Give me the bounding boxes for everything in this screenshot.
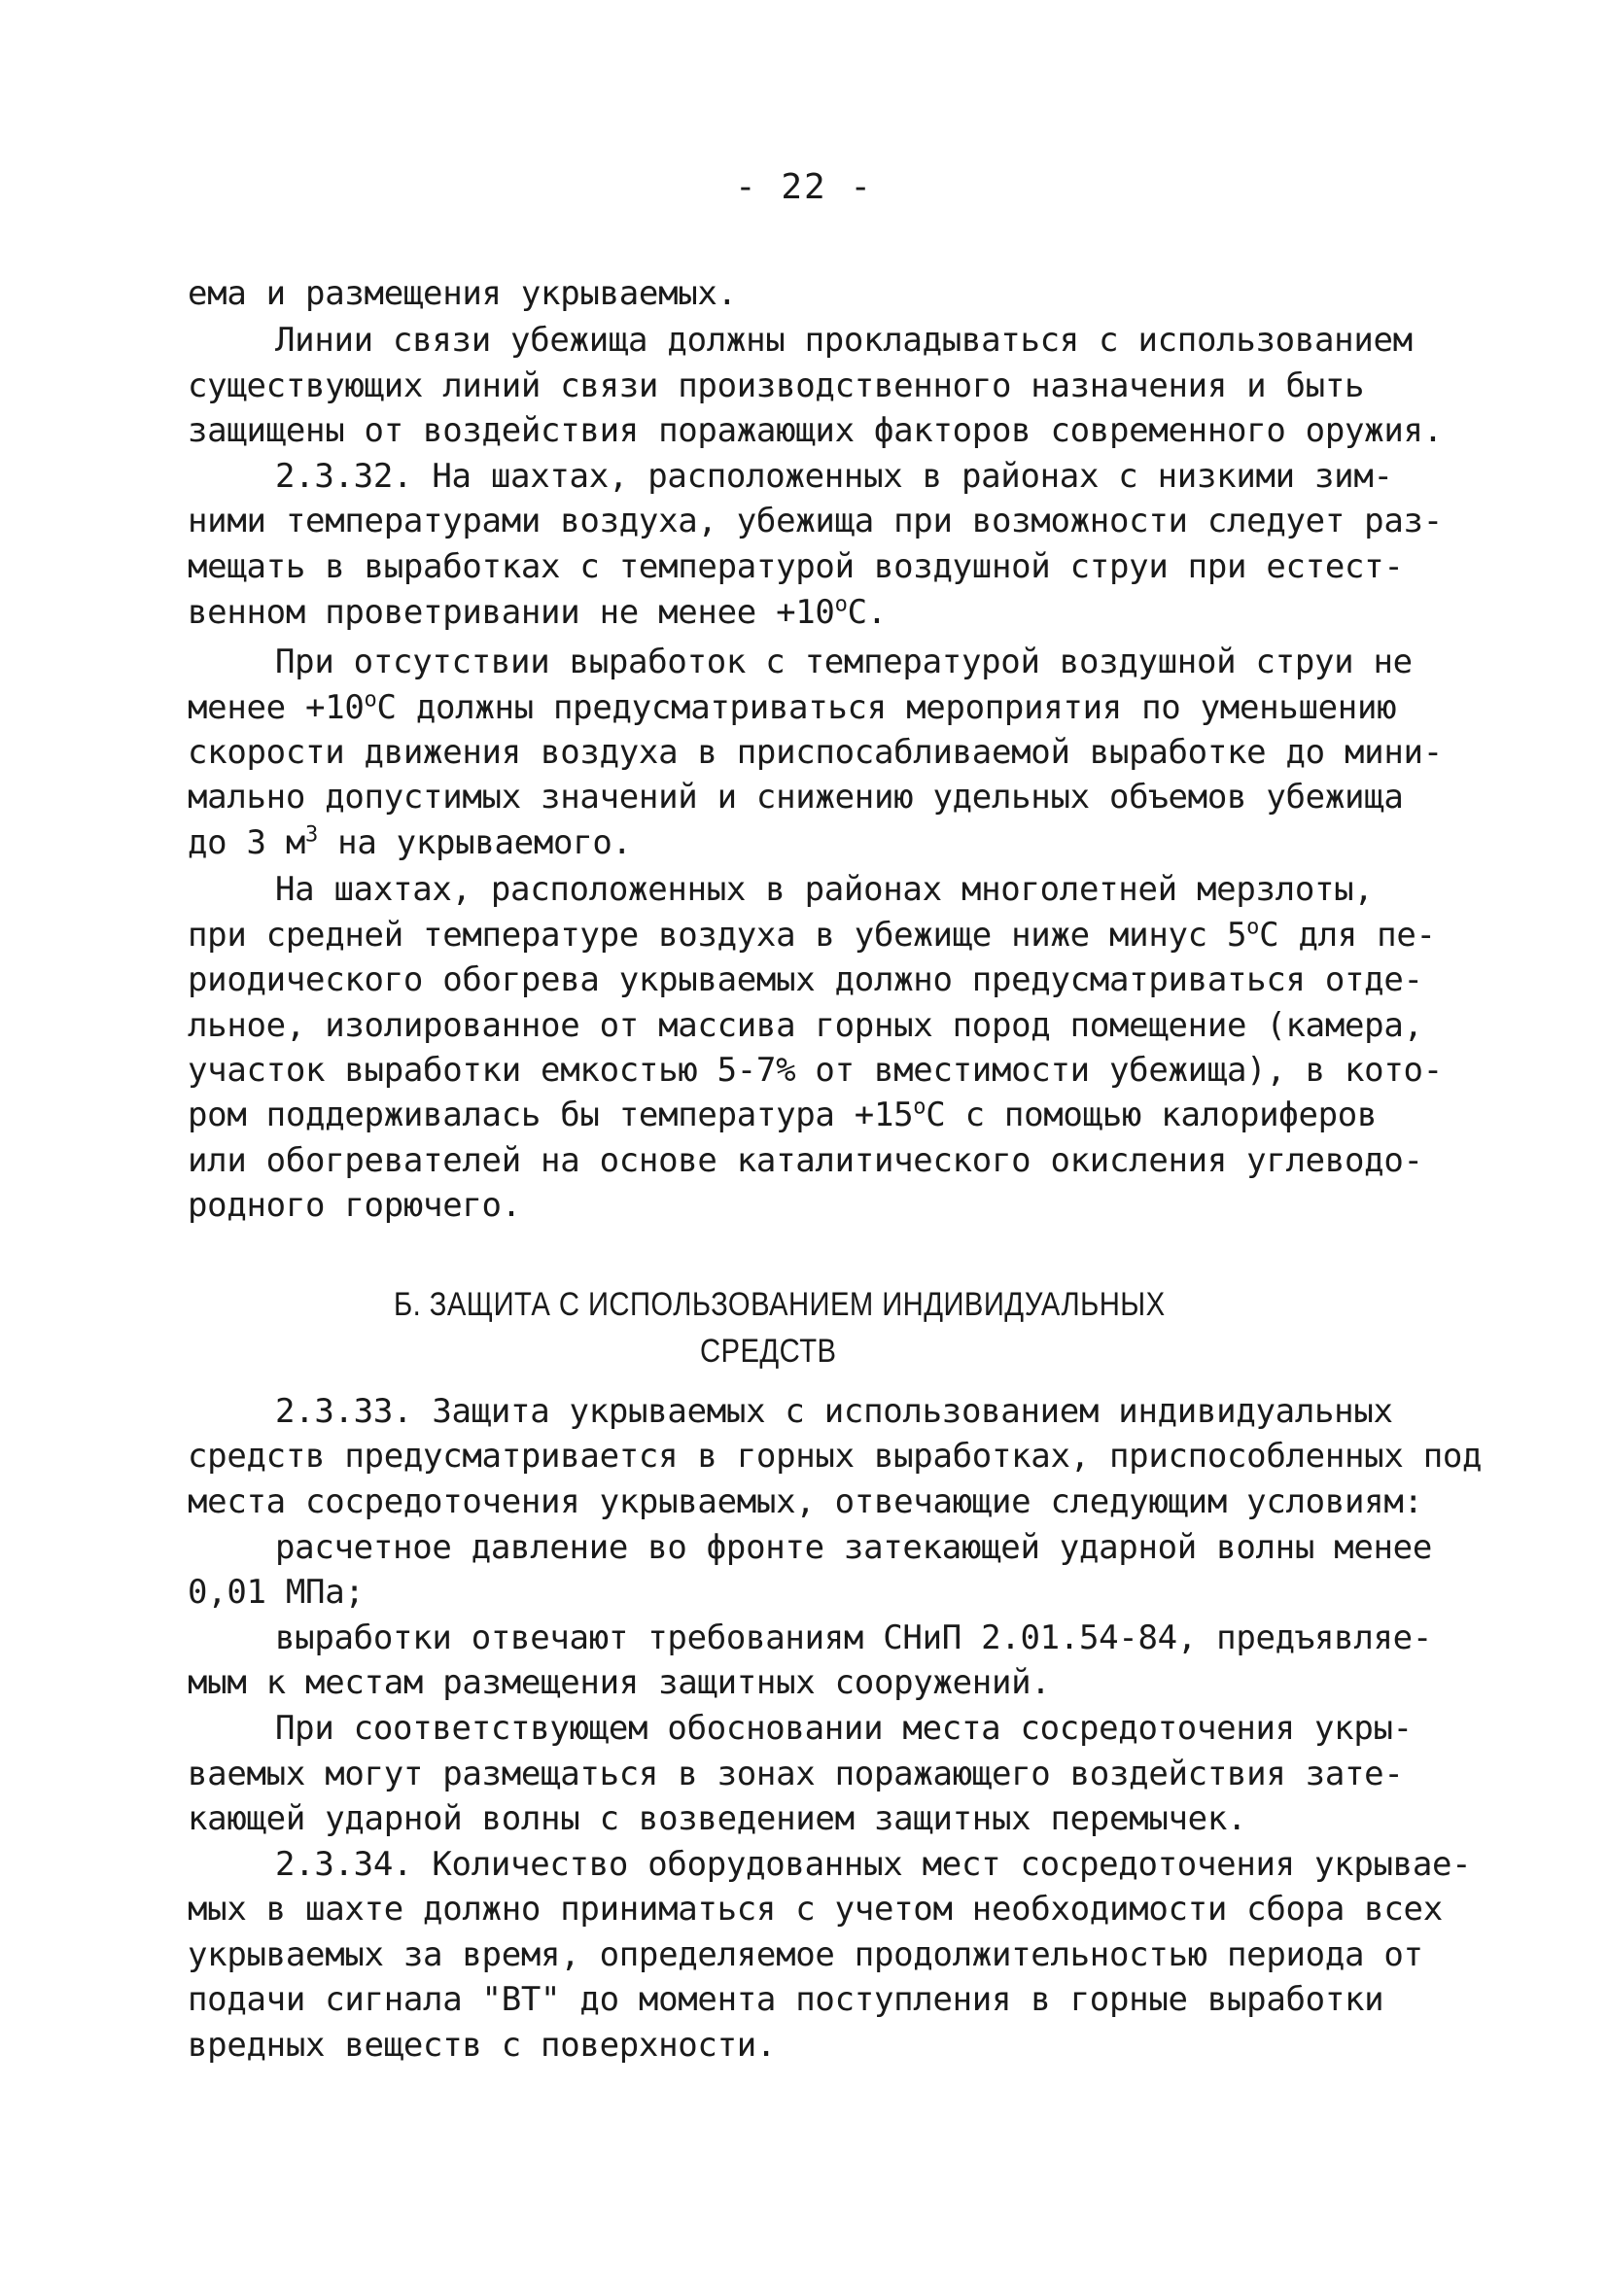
text-line: ними температурами воздуха, убежища при возможности следует раз-	[188, 502, 1443, 540]
superscript: о	[364, 687, 377, 713]
superscript: 3	[305, 822, 318, 848]
text-line: На шахтах, расположенных в районах многолетней мерзлоты,	[275, 870, 1374, 909]
section-2-3-33: 2.3.33. Защита укрываемых с использованием индивидуальных	[275, 1392, 1393, 1431]
text-line	[188, 823, 632, 862]
text-line: риодического обогрева укрываемых должно предусматриваться отде-	[188, 960, 1423, 999]
text-line: При соответствующем обосновании места сосредоточения укры-	[275, 1709, 1413, 1748]
text-line: места сосредоточения укрываемых, отвечающие следующим условиям:	[188, 1482, 1423, 1521]
text-line: ема и размещения укрываемых.	[188, 274, 737, 313]
text-line: 0,01 МПа;	[188, 1573, 365, 1612]
text-fragment: венном проветривании не менее +10	[188, 593, 835, 632]
superscript: о	[834, 592, 848, 617]
text-fragment: на укрываемого.	[317, 823, 632, 862]
text-line: выработки отвечают требованиям СНиП 2.01.54-84, предъявляе-	[275, 1618, 1433, 1657]
text-line: подачи сигнала "ВТ" до момента поступления в горные выработки	[188, 1980, 1384, 2019]
text-line: средств предусматривается в горных выработках, приспособленных под	[188, 1437, 1483, 1476]
text-line: существующих линий связи производственного назначения и быть	[188, 366, 1365, 405]
text-line: кающей ударной волны с возведением защитных перемычек.	[188, 1799, 1247, 1838]
page-number: - 22 -	[734, 167, 874, 207]
text-line: мых в шахте должно приниматься с учетом необходимости сбора всех	[188, 1890, 1443, 1929]
text-line	[188, 593, 887, 632]
text-fragment: С.	[847, 593, 887, 632]
text-line: участок выработки емкостью 5-7% от вместимости убежища), в кото-	[188, 1051, 1443, 1090]
text-line: укрываемых за время, определяемое продолжительностью периода от	[188, 1935, 1423, 1974]
text-line: Линии связи убежища должны прокладываться с использованием	[275, 321, 1413, 360]
text-line: расчетное давление во фронте затекающей ударной волны менее	[275, 1528, 1433, 1567]
text-line: защищены от воздействия поражающих факторов современного оружия.	[188, 411, 1443, 450]
text-line	[188, 688, 1396, 727]
text-line: мально допустимых значений и снижению удельных объемов убежища	[188, 778, 1404, 817]
text-line: скорости движения воздуха в приспосабливаемой выработке до мини-	[188, 733, 1443, 772]
text-fragment: до 3 м	[188, 823, 306, 862]
text-fragment: С с помощью калориферов	[926, 1096, 1378, 1134]
text-line: мым к местам размещения защитных сооружений.	[188, 1663, 1051, 1702]
text-line	[188, 1096, 1377, 1134]
section-2-3-34: 2.3.34. Количество оборудованных мест сосредоточения укрывае-	[275, 1845, 1472, 1884]
superscript: о	[913, 1095, 926, 1120]
text-fragment: ром поддерживалась бы температура +15	[188, 1096, 914, 1134]
section-heading: Б. ЗАЩИТА С ИСПОЛЬЗОВАНИЕМ ИНДИВИДУАЛЬНЫХ	[394, 1286, 1166, 1323]
text-line: мещать в выработках с температурой воздушной струи при естест-	[188, 547, 1404, 586]
text-line: ваемых могут размещаться в зонах поражающего воздействия зате-	[188, 1755, 1404, 1793]
text-line	[188, 916, 1436, 955]
text-line: При отсутствии выработок с температурой воздушной струи не	[275, 643, 1413, 681]
text-fragment: при средней температуре воздуха в убежище ниже минус 5	[188, 916, 1247, 955]
text-fragment: С должны предусматриваться мероприятия по уменьшению	[376, 688, 1397, 727]
text-line: или обогревателей на основе каталитического окисления углеводо-	[188, 1141, 1423, 1180]
superscript: о	[1246, 915, 1260, 940]
section-2-3-32: 2.3.32. На шахтах, расположенных в районах с низкими зим-	[275, 457, 1393, 496]
text-line: родного горючего.	[188, 1186, 521, 1225]
section-heading-continued: СРЕДСТВ	[700, 1333, 837, 1370]
text-line: вредных веществ с поверхности.	[188, 2026, 777, 2065]
text-line: льное, изолированное от массива горных пород помещение (камера,	[188, 1006, 1423, 1045]
text-fragment: менее +10	[188, 688, 365, 727]
text-fragment: С для пе-	[1259, 916, 1436, 955]
